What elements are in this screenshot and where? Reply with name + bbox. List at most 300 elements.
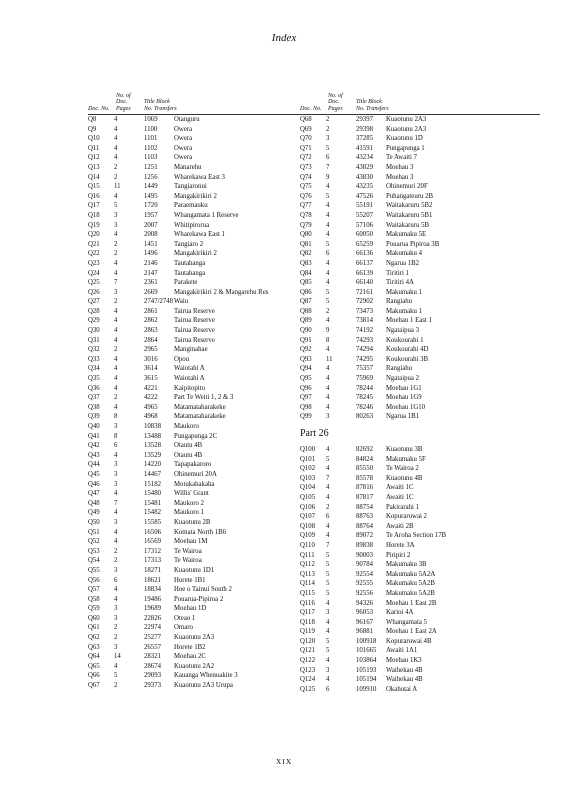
doc-no-cell: Q61 xyxy=(88,624,100,632)
doc-no-cell: Q39 xyxy=(88,413,100,421)
table-row xyxy=(300,646,540,656)
table-row xyxy=(300,637,540,647)
table-row xyxy=(88,643,328,653)
doc-no-cell: Q111 xyxy=(300,551,315,559)
transfer-cell: 1449 xyxy=(144,183,158,191)
block-name-cell: Oteao 1 xyxy=(174,614,196,622)
transfer-cell: 75969 xyxy=(356,375,373,383)
pages-cell: 4 xyxy=(326,676,330,684)
transfer-cell: 19486 xyxy=(144,595,161,603)
transfer-cell: 66140 xyxy=(356,279,373,287)
table-row xyxy=(300,355,540,365)
transfer-cell: 66137 xyxy=(356,259,373,267)
doc-no-cell: Q42 xyxy=(88,442,100,450)
pages-cell: 4 xyxy=(114,365,118,373)
block-name-cell: Matamataharakeke xyxy=(174,413,226,421)
block-name-cell: Kauanga Whenuakite 3 xyxy=(174,672,238,680)
block-name-cell: Tairua Reserve xyxy=(174,307,215,315)
pages-cell: 4 xyxy=(114,662,118,670)
pages-cell: 4 xyxy=(114,528,118,536)
block-name-cell: Makumaku 4 xyxy=(386,250,423,258)
pages-cell: 4 xyxy=(326,365,330,373)
block-name-cell: Tautahanga xyxy=(174,269,206,277)
doc-no-cell: Q83 xyxy=(300,259,312,267)
doc-no-cell: Q117 xyxy=(300,609,315,617)
doc-no-cell: Q94 xyxy=(300,365,312,373)
transfer-cell: 78246 xyxy=(356,403,373,411)
transfer-cell: 15481 xyxy=(144,499,161,507)
transfer-cell: 26557 xyxy=(144,643,161,651)
transfer-cell: 87817 xyxy=(356,493,373,501)
pages-cell: 2 xyxy=(326,125,330,133)
transfer-cell: 22826 xyxy=(144,614,161,622)
table-row xyxy=(88,134,328,144)
table-row xyxy=(88,326,328,336)
doc-no-cell: Q85 xyxy=(300,279,312,287)
table-row xyxy=(300,374,540,384)
transfer-cell: 92555 xyxy=(356,580,373,588)
block-name-cell: Ngarua 1B1 xyxy=(386,413,420,421)
transfer-cell: 96053 xyxy=(356,609,373,617)
transfer-cell: 1256 xyxy=(144,173,158,181)
block-name-cell: Moehau 1 East 2A xyxy=(386,628,437,636)
block-name-cell: Makumaku 5E xyxy=(386,231,427,239)
transfer-cell: 1957 xyxy=(144,211,158,219)
transfer-cell: 13488 xyxy=(144,432,161,440)
block-name-cell: Piripiri 2 xyxy=(386,551,411,559)
table-row xyxy=(88,355,328,365)
pages-cell: 3 xyxy=(114,518,118,526)
transfer-cell: 78245 xyxy=(356,394,373,402)
doc-no-cell: Q23 xyxy=(88,259,100,267)
block-name-cell: Ohinemuri 20F xyxy=(386,183,428,191)
block-name-cell: Omaro xyxy=(174,624,193,632)
running-head: Index xyxy=(271,32,297,44)
transfer-cell: 65259 xyxy=(356,240,373,248)
doc-no-cell: Q107 xyxy=(300,513,316,521)
block-name-cell: Tiritiri 1 xyxy=(386,269,409,277)
table-row xyxy=(88,499,328,509)
pages-cell: 2 xyxy=(114,298,118,306)
transfer-cell: 78244 xyxy=(356,384,373,392)
transfer-cell: 37285 xyxy=(356,135,373,143)
pages-cell: 2 xyxy=(114,240,118,248)
doc-no-cell: Q35 xyxy=(88,375,100,383)
block-name-cell: Kuaotunu 4B xyxy=(386,474,423,482)
table-row xyxy=(88,595,328,605)
block-name-cell: Tairua Reserve xyxy=(174,317,215,325)
table-row xyxy=(300,278,540,288)
table-row xyxy=(300,364,540,374)
doc-no-cell: Q21 xyxy=(88,240,100,248)
block-name-cell: Kuaotunu 3B xyxy=(386,446,423,453)
table-row xyxy=(300,531,540,541)
pages-cell: 9 xyxy=(326,173,330,181)
table-row xyxy=(88,547,328,557)
table-row xyxy=(300,599,540,609)
pages-cell: 3 xyxy=(326,666,330,674)
transfer-cell: 16569 xyxy=(144,538,161,546)
doc-no-cell: Q55 xyxy=(88,566,100,574)
table-row xyxy=(88,489,328,499)
pages-cell: 4 xyxy=(114,307,118,315)
transfer-cell: 47526 xyxy=(356,192,373,200)
doc-no-cell: Q36 xyxy=(88,384,100,392)
block-name-cell: Maukoro xyxy=(174,423,199,430)
transfer-cell: 88763 xyxy=(356,513,373,521)
block-name-cell: Makumaku 3B xyxy=(386,561,427,569)
transfer-cell: 1495 xyxy=(144,192,158,200)
pages-cell: 2 xyxy=(326,503,330,511)
pages-cell: 7 xyxy=(326,163,330,171)
doc-no-cell: Q75 xyxy=(300,183,312,191)
pages-cell: 4 xyxy=(326,279,330,287)
block-name-cell: Moehau 1G9 xyxy=(386,394,422,402)
block-name-cell: Mangakirikiri 2 & Mangarehu Res xyxy=(174,288,269,296)
doc-no-cell: Q54 xyxy=(88,557,100,565)
pages-cell: 3 xyxy=(326,609,330,617)
table-row xyxy=(300,618,540,628)
doc-no-cell: Q44 xyxy=(88,461,100,469)
table-row xyxy=(88,528,328,538)
pages-cell: 4 xyxy=(326,346,330,354)
block-name-cell: Makumaku 5A2B xyxy=(386,589,435,597)
doc-no-cell: Q32 xyxy=(88,346,100,354)
table-row xyxy=(88,269,328,279)
block-name-cell: Waitakaruru 5B2 xyxy=(386,202,433,210)
block-name-cell: Kuaotunu 2A3 xyxy=(386,116,427,123)
block-name-cell: Maukoro 2 xyxy=(174,499,205,507)
doc-no-cell: Q80 xyxy=(300,231,312,239)
doc-no-cell: Q64 xyxy=(88,653,100,661)
doc-no-cell: Q30 xyxy=(88,327,100,335)
block-name-cell: Te Awaiti 7 xyxy=(386,154,417,162)
block-name-cell: Kaipitopito xyxy=(174,384,205,392)
doc-no-cell: Q16 xyxy=(88,192,100,200)
pages-cell: 4 xyxy=(114,384,118,392)
pages-cell: 3 xyxy=(114,288,118,296)
pages-cell: 4 xyxy=(114,135,118,143)
pages-cell: 3 xyxy=(114,480,118,488)
table-row xyxy=(88,336,328,346)
table-row xyxy=(300,125,540,135)
block-name-cell: Kuaotunu 1D xyxy=(386,135,423,143)
table-row xyxy=(300,541,540,551)
left-table-body xyxy=(88,115,328,691)
pages-cell: 2 xyxy=(114,547,118,555)
block-name-cell: Moehau 1 East 2B xyxy=(386,599,437,607)
pages-cell: 4 xyxy=(326,618,330,626)
transfer-cell: 3016 xyxy=(144,355,158,363)
table-row xyxy=(300,201,540,211)
pages-cell: 6 xyxy=(326,250,330,258)
transfer-cell: 60050 xyxy=(356,231,373,239)
transfer-cell: 15482 xyxy=(144,509,161,517)
block-name-cell: Pouarua-Pipiroa 2 xyxy=(174,595,224,603)
pages-cell: 5 xyxy=(326,455,330,463)
pages-cell: 5 xyxy=(326,561,330,569)
doc-no-cell: Q10 xyxy=(88,135,100,143)
doc-no-cell: Q47 xyxy=(88,490,100,498)
pages-cell: 3 xyxy=(114,470,118,478)
transfer-cell: 89838 xyxy=(356,541,373,549)
transfer-cell: 85550 xyxy=(356,465,373,473)
pages-cell: 4 xyxy=(114,317,118,325)
column-headers xyxy=(300,70,540,112)
table-row xyxy=(300,307,540,317)
transfer-cell: 18271 xyxy=(144,566,161,574)
transfer-cell: 2862 xyxy=(144,317,158,325)
transfer-cell: 4965 xyxy=(144,403,158,411)
transfer-cell: 29093 xyxy=(144,672,161,680)
table-row xyxy=(88,662,328,672)
transfer-cell: 96881 xyxy=(356,628,373,636)
transfer-cell: 73473 xyxy=(356,307,373,315)
table-row xyxy=(88,422,328,432)
table-row xyxy=(88,144,328,154)
doc-no-cell: Q118 xyxy=(300,618,315,626)
transfer-cell: 28674 xyxy=(144,662,161,670)
table-row xyxy=(300,134,540,144)
doc-no-cell: Q31 xyxy=(88,336,100,344)
pages-cell: 5 xyxy=(326,580,330,588)
table-row xyxy=(300,570,540,580)
pages-cell: 2 xyxy=(326,116,330,123)
doc-no-cell: Q108 xyxy=(300,522,316,530)
block-name-cell: Waihekau 4B xyxy=(386,676,423,684)
pages-cell: 3 xyxy=(114,643,118,651)
doc-no-cell: Q46 xyxy=(88,480,100,488)
block-name-cell: Part Te Weiti 1, 2 & 3 xyxy=(174,394,234,402)
transfer-cell: 28321 xyxy=(144,653,161,661)
table-row xyxy=(88,480,328,490)
block-name-cell: Pouarua Pipiroa 3B xyxy=(386,240,440,248)
block-name-cell: Otanguru xyxy=(174,116,200,123)
doc-no-cell: Q87 xyxy=(300,298,312,306)
block-name-cell: Kuaotunu 2B xyxy=(174,518,211,526)
pages-cell: 6 xyxy=(114,576,118,584)
doc-no-cell: Q66 xyxy=(88,672,100,680)
transfer-cell: 1101 xyxy=(144,135,158,143)
pages-cell: 6 xyxy=(326,685,330,693)
block-name-cell: Owera xyxy=(174,135,193,143)
table-row xyxy=(300,393,540,403)
block-name-cell: Mangakirikiri 2 xyxy=(174,250,217,258)
table-row xyxy=(88,671,328,681)
pages-cell: 4 xyxy=(114,116,118,123)
table-row xyxy=(300,512,540,522)
transfer-cell: 3614 xyxy=(144,365,158,373)
pages-cell: 5 xyxy=(326,637,330,645)
pages-cell: 4 xyxy=(326,522,330,530)
pages-cell: 2 xyxy=(114,624,118,632)
block-name-cell: Horete 1B2 xyxy=(174,643,206,651)
table-row xyxy=(88,288,328,298)
table-row xyxy=(300,163,540,173)
block-name-cell: Kuaotunu 1D1 xyxy=(174,566,215,574)
doc-no-cell: Q110 xyxy=(300,541,315,549)
doc-no-cell: Q68 xyxy=(300,116,312,123)
table-row xyxy=(88,230,328,240)
transfer-cell: 92554 xyxy=(356,570,373,578)
transfer-cell: 17313 xyxy=(144,557,161,565)
right-table-body xyxy=(300,115,540,422)
doc-no-cell: Q41 xyxy=(88,432,100,440)
pages-cell: 6 xyxy=(114,442,118,450)
right-table-body-part-26 xyxy=(300,445,540,694)
transfer-cell: 18834 xyxy=(144,586,161,594)
pages-cell: 4 xyxy=(114,403,118,411)
pages-cell: 4 xyxy=(326,446,330,453)
pages-cell: 4 xyxy=(114,375,118,383)
pages-cell: 3 xyxy=(114,423,118,430)
block-name-cell: Koukourahi 1 xyxy=(386,336,424,344)
transfer-cell: 96167 xyxy=(356,618,373,626)
transfer-cell: 14467 xyxy=(144,470,161,478)
table-row xyxy=(300,182,540,192)
doc-no-cell: Q18 xyxy=(88,211,100,219)
table-row xyxy=(300,589,540,599)
block-name-cell: Karioi 4A xyxy=(386,609,414,617)
block-name-cell: Koukourahi 3B xyxy=(386,355,429,363)
transfer-cell: 17312 xyxy=(144,547,161,555)
transfer-cell: 1496 xyxy=(144,250,158,258)
block-name-cell: Te Aroha Section 17B xyxy=(386,532,447,540)
page-number: XIX xyxy=(275,757,293,766)
transfer-cell: 72161 xyxy=(356,288,373,296)
doc-no-cell: Q26 xyxy=(88,288,100,296)
table-row xyxy=(300,115,540,125)
transfer-cell: 25277 xyxy=(144,634,161,642)
doc-no-cell: Q77 xyxy=(300,202,312,210)
table-row xyxy=(300,288,540,298)
pages-cell: 4 xyxy=(114,327,118,335)
pages-cell: 4 xyxy=(326,532,330,540)
pages-cell: 4 xyxy=(114,355,118,363)
doc-no-cell: Q17 xyxy=(88,202,100,210)
pages-cell: 6 xyxy=(326,154,330,162)
transfer-cell: 2861 xyxy=(144,307,158,315)
table-row xyxy=(300,316,540,326)
doc-no-cell: Q38 xyxy=(88,403,100,411)
block-name-cell: Maukoro 1 xyxy=(174,509,205,517)
block-name-cell: Makumaku 5A2A xyxy=(386,570,436,578)
block-name-cell: Willis' Grant xyxy=(174,490,209,498)
doc-no-cell: Q115 xyxy=(300,589,315,597)
pages-cell: 3 xyxy=(114,221,118,229)
table-row xyxy=(300,656,540,666)
table-row xyxy=(88,374,328,384)
pages-cell: 2 xyxy=(114,250,118,258)
block-name-cell: Tautahanga xyxy=(174,259,206,267)
pages-cell: 4 xyxy=(326,403,330,411)
block-name-cell: Matamataharakeke xyxy=(174,403,226,411)
block-name-cell: Waitakaruru 5B xyxy=(386,221,430,229)
doc-no-cell: Q45 xyxy=(88,470,100,478)
section-title: Part 26 xyxy=(300,428,329,439)
table-row xyxy=(88,556,328,566)
block-name-cell: Wharekawa East 3 xyxy=(174,173,225,181)
pages-cell: 14 xyxy=(114,653,121,661)
table-row xyxy=(300,608,540,618)
doc-no-cell: Q91 xyxy=(300,336,312,344)
header-doc-no: Doc. No. xyxy=(88,105,110,112)
table-row xyxy=(300,675,540,685)
block-name-cell: Horete 1B1 xyxy=(174,576,206,584)
transfer-cell: 13529 xyxy=(144,451,161,459)
pages-cell: 4 xyxy=(326,211,330,219)
block-name-cell: Mangakirikiri 2 xyxy=(174,192,217,200)
table-row xyxy=(300,455,540,465)
block-name-cell: Koukourahi 4D xyxy=(386,346,429,354)
table-row xyxy=(300,269,540,279)
block-name-cell: Rangiahu xyxy=(386,298,413,306)
table-row xyxy=(88,153,328,163)
table-row xyxy=(300,144,540,154)
transfer-cell: 100918 xyxy=(356,637,377,645)
doc-no-cell: Q119 xyxy=(300,628,315,636)
table-row xyxy=(88,278,328,288)
block-name-cell: Awaiti 2B xyxy=(386,522,414,530)
table-row xyxy=(300,412,540,422)
transfer-cell: 10838 xyxy=(144,423,161,430)
transfer-cell: 90003 xyxy=(356,551,373,559)
block-name-cell: Paraemauku xyxy=(174,202,208,210)
doc-no-cell: Q9 xyxy=(88,125,97,133)
pages-cell: 4 xyxy=(326,465,330,473)
transfer-cell: 3615 xyxy=(144,375,158,383)
pages-cell: 3 xyxy=(114,605,118,613)
transfer-cell: 1251 xyxy=(144,163,158,171)
pages-cell: 9 xyxy=(326,327,330,335)
table-row xyxy=(300,326,540,336)
doc-no-cell: Q95 xyxy=(300,375,312,383)
doc-no-cell: Q33 xyxy=(88,355,100,363)
transfer-cell: 29397 xyxy=(356,116,373,123)
doc-no-cell: Q69 xyxy=(300,125,312,133)
pages-cell: 4 xyxy=(114,269,118,277)
transfer-cell: 74294 xyxy=(356,346,373,354)
block-name-cell: Moehau 1M xyxy=(174,538,208,546)
doc-no-cell: Q62 xyxy=(88,634,100,642)
table-row xyxy=(300,211,540,221)
block-name-cell: Whitipirorua xyxy=(174,221,210,229)
doc-no-cell: Q105 xyxy=(300,493,316,501)
doc-no-cell: Q43 xyxy=(88,451,100,459)
transfer-cell: 105193 xyxy=(356,666,377,674)
block-name-cell: Parakete xyxy=(174,279,198,287)
doc-no-cell: Q124 xyxy=(300,676,316,684)
table-row xyxy=(88,441,328,451)
doc-no-cell: Q22 xyxy=(88,250,100,258)
transfer-cell: 1102 xyxy=(144,144,158,152)
doc-no-cell: Q120 xyxy=(300,637,316,645)
doc-no-cell: Q86 xyxy=(300,288,312,296)
table-row xyxy=(88,307,328,317)
header-doc-no: Doc. No. xyxy=(300,105,322,112)
table-row xyxy=(300,445,540,455)
column-headers xyxy=(88,70,328,112)
doc-no-cell: Q114 xyxy=(300,580,315,588)
transfer-cell: 66136 xyxy=(356,250,373,258)
table-row xyxy=(88,412,328,422)
pages-cell: 4 xyxy=(114,490,118,498)
doc-no-cell: Q63 xyxy=(88,643,100,651)
table-row xyxy=(88,125,328,135)
pages-cell: 5 xyxy=(326,589,330,597)
table-row xyxy=(300,221,540,231)
block-name-cell: Moehau 1K3 xyxy=(386,657,422,665)
